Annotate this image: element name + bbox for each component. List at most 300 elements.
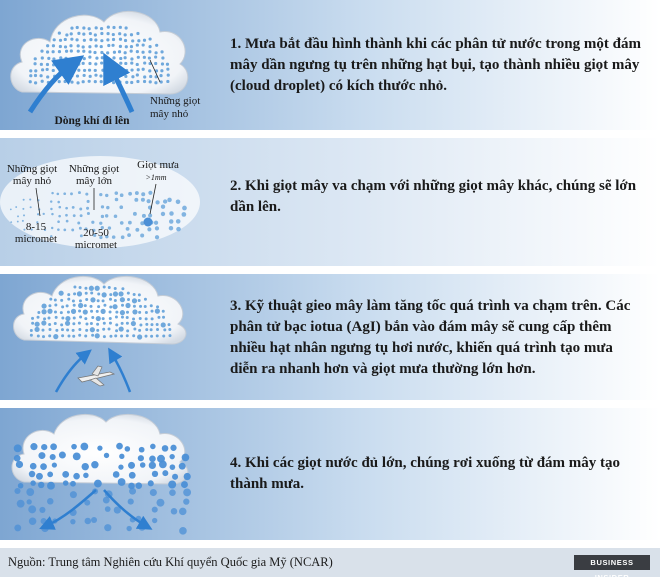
- droplet-dot: [30, 480, 36, 486]
- droplet-dot: [77, 69, 80, 72]
- droplet-dot: [144, 305, 147, 308]
- droplet-dot: [130, 33, 133, 36]
- droplet-dot: [95, 286, 100, 291]
- droplet-dot: [141, 198, 145, 202]
- large-droplets-label-line-1: Những giọt: [68, 163, 120, 175]
- droplet-dot: [28, 505, 36, 513]
- droplet-dot: [170, 445, 176, 451]
- droplet-dot: [112, 56, 115, 59]
- droplet-dot: [148, 45, 151, 48]
- droplet-dot: [37, 311, 40, 314]
- droplet-dot: [31, 317, 34, 320]
- step-3-description: 3. Kỹ thuật gieo mây làm tăng tốc quá trình va chạm trên. Các phân tử bạc iotua (AgI) bắn vào đám mây sẽ cung cấp thêm nhiều hạt nhân ngưng tụ hơi nước, khiến quá trình tạo mưa diễn ra nhanh hơn và giọt mưa thường lớn hơn.: [230, 298, 631, 377]
- droplet-dot: [94, 33, 97, 36]
- droplet-dot: [77, 291, 82, 296]
- droplet-dot: [108, 286, 111, 289]
- droplet-dot: [145, 328, 148, 331]
- panel-step-2: [0, 138, 660, 266]
- droplet-dot: [42, 335, 45, 338]
- droplet-dot: [85, 193, 88, 196]
- droplet-dot: [57, 201, 60, 204]
- footer: [0, 548, 660, 582]
- droplet-dot: [41, 320, 46, 325]
- droplet-dot: [149, 80, 152, 83]
- droplet-dot: [94, 74, 97, 77]
- droplet-dot: [128, 462, 135, 469]
- droplet-dot: [162, 335, 165, 338]
- droplet-dot: [133, 212, 137, 216]
- droplet-dot: [67, 334, 70, 337]
- droplet-dot: [26, 488, 34, 496]
- droplet-dot: [72, 335, 75, 338]
- droplet-dot: [130, 45, 133, 48]
- droplet-dot: [145, 335, 148, 338]
- droplet-dot: [66, 328, 69, 331]
- droplet-dot: [17, 500, 25, 508]
- droplet-dot: [100, 61, 103, 64]
- droplet-dot: [112, 81, 115, 84]
- droplet-dot: [22, 208, 24, 210]
- droplet-dot: [41, 518, 47, 524]
- droplet-dot: [48, 328, 51, 331]
- droplet-dot: [131, 39, 134, 42]
- droplet-dot: [72, 299, 75, 302]
- droplet-dot: [182, 206, 187, 211]
- droplet-dot: [127, 298, 130, 301]
- droplet-dot: [40, 74, 43, 77]
- droplet-dot: [70, 491, 77, 498]
- droplet-dot: [154, 62, 157, 65]
- droplet-dot: [125, 69, 128, 72]
- droplet-dot: [113, 471, 120, 478]
- droplet-dot: [82, 26, 85, 29]
- droplet-dot: [77, 32, 80, 35]
- droplet-dot: [166, 80, 169, 83]
- droplet-dot: [62, 471, 69, 478]
- droplet-dot: [70, 38, 73, 41]
- droplet-dot: [48, 323, 51, 326]
- droplet-dot: [141, 51, 144, 54]
- droplet-dot: [171, 508, 178, 515]
- droplet-dot: [156, 499, 164, 507]
- droplet-dot: [96, 316, 101, 321]
- droplet-dot: [52, 462, 57, 467]
- droplet-dot: [118, 478, 126, 486]
- droplet-dot: [41, 68, 44, 71]
- droplet-dot: [90, 305, 93, 308]
- droplet-dot: [65, 50, 68, 53]
- droplet-dot: [148, 480, 154, 486]
- droplet-dot: [100, 45, 103, 48]
- droplet-dot: [50, 208, 52, 210]
- droplet-dot: [101, 69, 104, 72]
- droplet-dot: [95, 26, 98, 29]
- droplet-dot: [138, 455, 144, 461]
- droplet-dot: [138, 329, 141, 332]
- droplet-dot: [148, 56, 151, 59]
- droplet-dot: [72, 322, 75, 325]
- droplet-dot: [149, 456, 156, 463]
- droplet-dot: [16, 461, 23, 468]
- droplet-dot: [64, 38, 67, 41]
- small-droplets-label-line-2: mây nhỏ: [150, 108, 189, 120]
- panel-step-3: [0, 274, 660, 400]
- droplet-dot: [79, 227, 82, 230]
- droplet-dot: [47, 498, 54, 505]
- droplet-dot: [83, 57, 86, 60]
- droplet-dot: [52, 63, 55, 66]
- droplet-dot: [126, 322, 129, 325]
- droplet-dot: [99, 222, 102, 225]
- droplet-dot: [39, 507, 45, 513]
- droplet-dot: [94, 80, 97, 83]
- droplet-dot: [55, 316, 58, 319]
- droplet-dot: [86, 207, 89, 210]
- droplet-dot: [109, 322, 112, 325]
- droplet-dot: [140, 234, 144, 238]
- droplet-dot: [131, 75, 134, 78]
- droplet-dot: [162, 470, 168, 476]
- droplet-dot: [83, 74, 86, 77]
- business-insider-logo: BUSINESS INSIDER: [574, 555, 650, 570]
- droplet-dot: [90, 327, 95, 332]
- droplet-dot: [119, 326, 124, 331]
- droplet-dot: [126, 311, 129, 314]
- droplet-dot: [154, 55, 157, 58]
- droplet-dot: [43, 213, 45, 215]
- droplet-dot: [91, 334, 94, 337]
- droplet-dot: [148, 69, 151, 72]
- updraft-arrow-right-icon: [112, 354, 130, 392]
- droplet-dot: [109, 293, 112, 296]
- droplet-dot: [138, 293, 141, 296]
- droplet-dot: [10, 209, 12, 211]
- droplet-dot: [30, 463, 37, 470]
- droplet-dot: [15, 206, 17, 208]
- droplet-dot: [126, 334, 129, 337]
- droplet-dot: [33, 62, 36, 65]
- droplet-dot: [88, 69, 91, 72]
- droplet-dot: [64, 80, 67, 83]
- droplet-dot: [154, 51, 157, 54]
- droplet-dot: [169, 219, 173, 223]
- droplet-dot: [101, 205, 104, 208]
- droplet-dot: [82, 80, 85, 83]
- droplet-dot: [168, 323, 171, 326]
- panel-2-illustration: [0, 138, 210, 266]
- droplet-dot: [114, 214, 118, 218]
- droplet-dot: [65, 33, 68, 36]
- droplet-dot: [106, 38, 109, 41]
- droplet-dot: [71, 229, 74, 232]
- droplet-dot: [53, 38, 56, 41]
- droplet-dot: [126, 227, 130, 231]
- droplet-dot: [85, 323, 88, 326]
- droplet-dot: [29, 74, 32, 77]
- droplet-dot: [100, 80, 103, 83]
- small-droplet-pointer: [36, 188, 40, 216]
- droplet-dot: [111, 44, 114, 47]
- droplet-dot: [89, 75, 92, 78]
- droplet-dot: [150, 335, 153, 338]
- droplet-dot: [46, 68, 49, 71]
- droplet-dot: [88, 80, 91, 83]
- droplet-dot: [52, 57, 55, 60]
- droplet-dot: [43, 317, 46, 320]
- droplet-dot: [112, 38, 115, 41]
- droplet-dot: [46, 63, 49, 66]
- small-droplets-label-line-2: mây nhỏ: [12, 175, 52, 187]
- droplet-dot: [169, 454, 174, 459]
- droplet-dot: [22, 220, 24, 222]
- droplet-dot: [82, 45, 85, 48]
- droplet-dot: [161, 62, 164, 65]
- droplet-dot: [80, 214, 83, 217]
- droplet-dot: [103, 322, 106, 325]
- droplet-dot: [124, 56, 127, 59]
- droplet-dot: [91, 221, 94, 224]
- droplet-dot: [95, 57, 98, 60]
- droplet-dot: [119, 45, 122, 48]
- droplet-dot: [143, 56, 146, 59]
- droplet-dot: [70, 27, 73, 30]
- droplet-dot: [54, 310, 57, 313]
- droplet-dot: [37, 316, 40, 319]
- step-1-description: 1. Mưa bắt đầu hình thành khi các phân tử nước trong một đám mây dần ngưng tụ trên những hạt bụi, tạo thành nhiều giọt mây (cloud droplet) có kích thước nhỏ.: [230, 36, 641, 94]
- droplet-dot: [168, 481, 176, 489]
- droplet-dot: [59, 452, 66, 459]
- droplet-dot: [90, 292, 93, 295]
- droplet-dot: [135, 482, 142, 489]
- small-droplets-label-line-1: Những giọt: [150, 95, 201, 107]
- droplet-dot: [61, 328, 64, 331]
- panel-4-illustration: [0, 408, 210, 540]
- droplet-dot: [77, 222, 80, 225]
- droplet-dot: [59, 39, 62, 42]
- droplet-dot: [72, 206, 75, 209]
- droplet-dot: [40, 463, 47, 470]
- droplet-dot: [149, 75, 152, 78]
- droplet-dot: [106, 32, 109, 35]
- droplet-dot: [77, 50, 80, 53]
- droplet-dot: [148, 213, 152, 217]
- droplet-dot: [179, 463, 186, 470]
- droplet-dot: [48, 316, 51, 319]
- droplet-dot: [85, 329, 88, 332]
- droplet-dot: [100, 39, 103, 42]
- droplet-dot: [156, 323, 159, 326]
- droplet-dot: [84, 304, 87, 307]
- droplet-dot: [121, 287, 124, 290]
- droplet-dot: [132, 334, 135, 337]
- droplet-dot: [113, 291, 118, 296]
- droplet-dot: [137, 334, 142, 339]
- droplet-dot: [108, 328, 111, 331]
- droplet-dot: [59, 291, 64, 296]
- droplet-dot: [159, 74, 162, 77]
- droplet-dot: [71, 444, 77, 450]
- droplet-dot: [140, 462, 146, 468]
- droplet-dot: [154, 81, 157, 84]
- droplet-dot: [121, 322, 124, 325]
- droplet-dot: [48, 334, 51, 337]
- droplet-dot: [83, 69, 86, 72]
- droplet-dot: [125, 446, 131, 452]
- droplet-dot: [136, 80, 139, 83]
- raindrop-pointer: [150, 184, 156, 214]
- droplet-dot: [23, 199, 25, 201]
- droplet-dot: [160, 50, 163, 53]
- droplet-dot: [144, 298, 147, 301]
- droplet-dot: [127, 233, 131, 237]
- droplet-dot: [107, 44, 110, 47]
- droplet-dot: [136, 32, 139, 35]
- droplet-dot: [95, 44, 98, 47]
- droplet-dot: [78, 303, 83, 308]
- droplet-dot: [27, 499, 32, 504]
- droplet-dot: [148, 50, 151, 53]
- droplet-dot: [133, 305, 136, 308]
- droplet-dot: [176, 199, 181, 204]
- droplet-dot: [166, 63, 169, 66]
- droplet-dot: [126, 316, 129, 319]
- droplet-dot: [132, 317, 135, 320]
- droplet-dot: [50, 443, 57, 450]
- droplet-dot: [105, 214, 108, 217]
- droplet-dot: [115, 329, 118, 332]
- droplet-dot: [57, 228, 60, 231]
- droplet-dot: [114, 334, 117, 337]
- separator: [0, 266, 660, 274]
- droplet-dot: [52, 44, 55, 47]
- droplet-dot: [105, 506, 111, 512]
- droplet-dot: [148, 191, 152, 195]
- droplet-dot: [70, 80, 73, 83]
- droplet-dot: [73, 292, 76, 295]
- droplet-dot: [155, 226, 159, 230]
- droplet-dot: [78, 334, 81, 337]
- small-droplets-label-line-1: Những giọt: [6, 163, 58, 175]
- droplet-dot: [41, 56, 44, 59]
- droplet-dot: [46, 75, 49, 78]
- droplet-dot: [34, 327, 39, 332]
- droplet-dot: [67, 311, 70, 314]
- droplet-dot: [161, 56, 164, 59]
- droplet-dot: [31, 322, 34, 325]
- droplet-dot: [112, 304, 117, 309]
- droplet-dot: [103, 304, 106, 307]
- droplet-dot: [76, 81, 79, 84]
- droplet-dot: [55, 329, 58, 332]
- droplet-dot: [34, 81, 37, 84]
- droplet-dot: [138, 299, 141, 302]
- droplet-dot: [97, 446, 102, 451]
- droplet-dot: [29, 80, 32, 83]
- droplet-dot: [137, 56, 140, 59]
- droplet-dot: [17, 221, 19, 223]
- droplet-dot: [114, 299, 117, 302]
- droplet-dot: [97, 305, 100, 308]
- droplet-dot: [73, 473, 80, 480]
- panel-3-illustration: [0, 274, 210, 400]
- droplet-dot: [168, 334, 171, 337]
- droplet-dot: [142, 68, 145, 71]
- droplet-dot: [155, 309, 160, 314]
- droplet-dot: [119, 205, 123, 209]
- droplet-dot: [161, 205, 165, 209]
- droplet-dot: [120, 193, 124, 197]
- droplet-dot: [88, 50, 91, 53]
- droplet-dot: [34, 74, 37, 77]
- droplet-dot: [63, 228, 66, 231]
- droplet-dot: [54, 304, 57, 307]
- droplet-dot: [65, 321, 70, 326]
- droplet-dot: [106, 80, 109, 83]
- droplet-dot: [88, 56, 91, 59]
- droplet-dot: [162, 316, 165, 319]
- droplet-dot: [172, 474, 178, 480]
- droplet-dot: [78, 310, 81, 313]
- droplet-dot: [120, 335, 123, 338]
- droplet-dot: [49, 298, 52, 301]
- droplet-dot: [121, 304, 124, 307]
- droplet-dot: [119, 26, 122, 29]
- droplet-dot: [88, 62, 91, 65]
- droplet-dot: [136, 43, 139, 46]
- airplane-icon: [78, 366, 114, 386]
- source-credit: Nguồn: Trung tâm Nghiên cứu Khí quyển Quốc gia Mỹ (NCAR): [8, 555, 333, 569]
- droplet-dot: [14, 524, 21, 531]
- droplet-dot: [14, 488, 20, 494]
- droplet-dot: [67, 298, 70, 301]
- droplet-dot: [100, 32, 103, 35]
- droplet-dot: [84, 317, 87, 320]
- droplet-dot: [64, 45, 67, 48]
- droplet-dot: [124, 75, 127, 78]
- droplet-dot: [100, 27, 103, 30]
- droplet-dot: [64, 57, 67, 60]
- droplet-dot: [169, 211, 173, 215]
- droplet-dot: [51, 227, 53, 229]
- droplet-dot: [147, 199, 151, 203]
- droplet-dot: [18, 483, 24, 489]
- droplet-dot: [47, 309, 52, 314]
- droplet-dot: [179, 508, 186, 515]
- droplet-dot: [73, 452, 81, 460]
- droplet-dot: [94, 62, 97, 65]
- droplet-dot: [149, 462, 156, 469]
- droplet-dot: [82, 62, 85, 65]
- droplet-dot: [106, 73, 109, 76]
- separator: [0, 130, 660, 138]
- droplet-dot: [35, 322, 40, 327]
- droplet-dot: [96, 329, 99, 332]
- droplet-dot: [107, 26, 110, 29]
- droplet-dot: [182, 454, 190, 462]
- droplet-dot: [139, 317, 142, 320]
- droplet-dot: [115, 316, 118, 319]
- step-2-description: 2. Khi giọt mây va chạm với những giọt mây khác, chúng sẽ lớn dần lên.: [230, 178, 637, 215]
- droplet-dot: [87, 200, 90, 203]
- droplet-dot: [124, 33, 127, 36]
- droplet-dot: [103, 497, 110, 504]
- panel-1-illustration: [0, 0, 210, 130]
- droplet-dot: [65, 316, 70, 321]
- droplet-dot: [60, 323, 63, 326]
- droplet-dot: [46, 44, 49, 47]
- panel-step-4: [0, 408, 660, 540]
- droplet-dot: [73, 304, 76, 307]
